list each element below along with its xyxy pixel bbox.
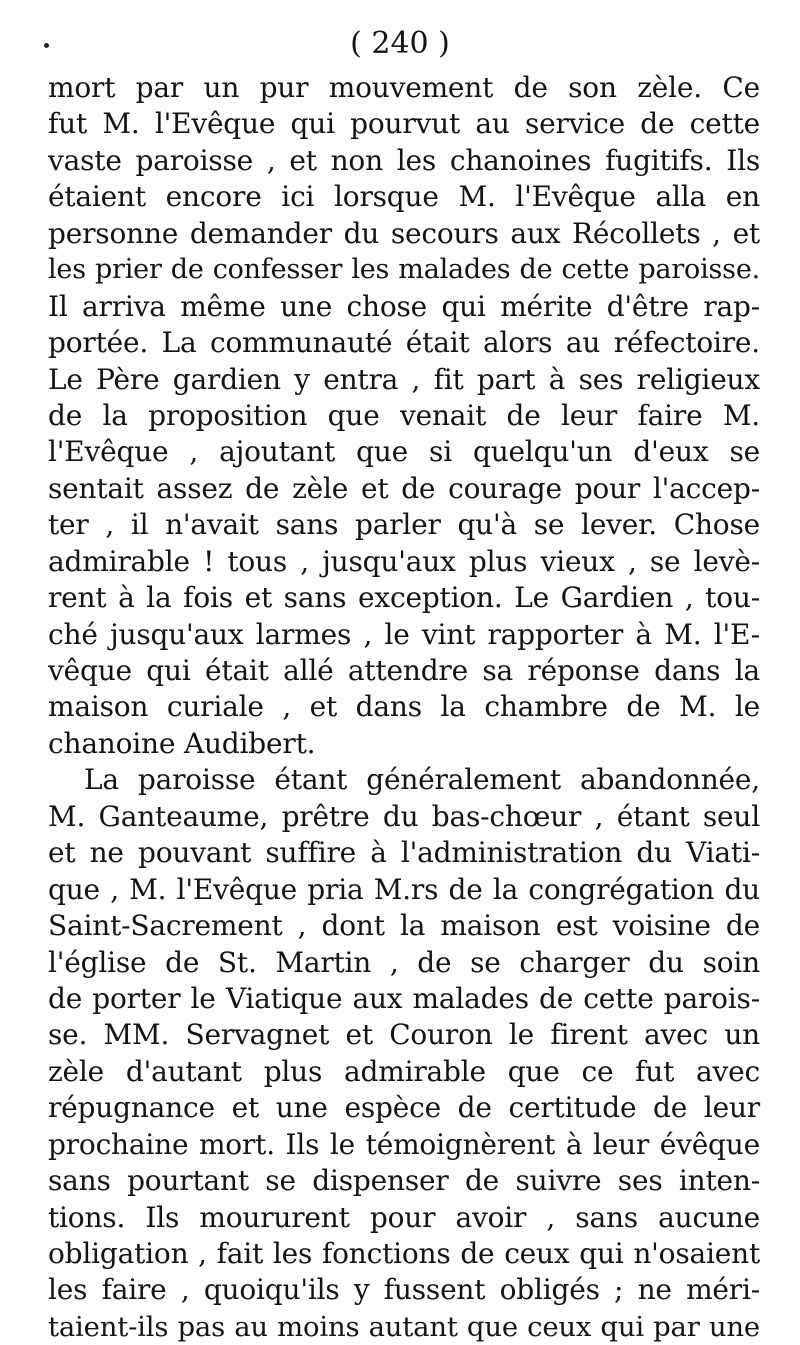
text-line: obligation , fait les fonctions de ceux qui n'osaient xyxy=(48,1237,760,1270)
text-line: Le Père gardien y entra , fit part à ses religieux xyxy=(48,362,760,396)
text-line: ter , il n'avait sans parler qu'à se lever. Chose xyxy=(48,508,760,542)
text-line: portée. La communauté était alors au réfectoire. xyxy=(48,326,760,360)
text-line: personne demander du secours aux Récollets , et xyxy=(48,216,760,250)
text-line: les faire , quoiqu'ils y fussent obligés ; ne méri- xyxy=(48,1273,760,1307)
text-line: de porter le Viatique aux malades de cette parois- xyxy=(48,981,760,1015)
text-line: Il arriva même une chose qui mérite d'être rap- xyxy=(48,289,760,323)
body-text xyxy=(48,70,760,1345)
text-line: ché jusqu'aux larmes , le vint rapporter à M. l'E- xyxy=(48,617,760,651)
text-line: se. MM. Servagnet et Couron le firent avec un xyxy=(48,1018,760,1052)
text-line: l'Evêque , ajoutant que si quelqu'un d'eux se xyxy=(48,435,760,469)
text-line: chanoine Audibert. xyxy=(48,726,316,760)
text-line: répugnance et une espèce de certitude de leur xyxy=(48,1091,760,1125)
text-line: rent à la fois et sans exception. Le Gardien , tou- xyxy=(48,581,760,615)
page-number: ( 240 ) xyxy=(350,26,450,61)
text-line: vaste paroisse , et non les chanoines fugitifs. Ils xyxy=(48,143,760,177)
text-line: admirable ! tous , jusqu'aux plus vieux , se levè- xyxy=(48,544,760,578)
text-line: mort par un pur mouvement de son zèle. Ce xyxy=(48,71,760,104)
text-line: La paroisse étant généralement abandonnée, xyxy=(84,763,760,797)
text-line: sans pourtant se dispenser de suivre ses inten- xyxy=(48,1164,760,1198)
text-line: les prier de confesser les malades de cette paroisse. xyxy=(48,254,760,286)
text-line: et ne pouvant suffire à l'administration du Viati- xyxy=(48,836,760,870)
text-line: étaient encore ici lorsque M. l'Evêque alla en xyxy=(48,180,760,214)
paragraph-1 xyxy=(48,70,760,762)
text-line: taient-ils pas au moins autant que ceux qui par une xyxy=(48,1310,760,1343)
paragraph-2 xyxy=(48,762,760,1345)
text-line: zèle d'autant plus admirable que ce fut avec xyxy=(48,1054,760,1088)
text-line: de la proposition que venait de leur faire M. xyxy=(48,398,760,432)
text-line: tions. Ils moururent pour avoir , sans aucune xyxy=(48,1200,760,1234)
text-line: Saint-Sacrement , dont la maison est voisine de xyxy=(48,909,760,943)
text-line: que , M. l'Evêque pria M.rs de la congrégation du xyxy=(48,872,760,906)
text-line: maison curiale , et dans la chambre de M. le xyxy=(48,690,760,724)
text-line: M. Ganteaume, prêtre du bas-chœur , étant seul xyxy=(48,799,760,833)
text-line: vêque qui était allé attendre sa réponse dans la xyxy=(48,654,760,687)
text-line: sentait assez de zèle et de courage pour l'accep- xyxy=(48,471,760,505)
text-line: prochaine mort. Ils le témoignèrent à leur évêque xyxy=(48,1127,760,1161)
text-line: l'église de St. Martin , de se charger du soin xyxy=(48,945,760,979)
text-line: fut M. l'Evêque qui pourvut au service de cette xyxy=(48,107,760,141)
